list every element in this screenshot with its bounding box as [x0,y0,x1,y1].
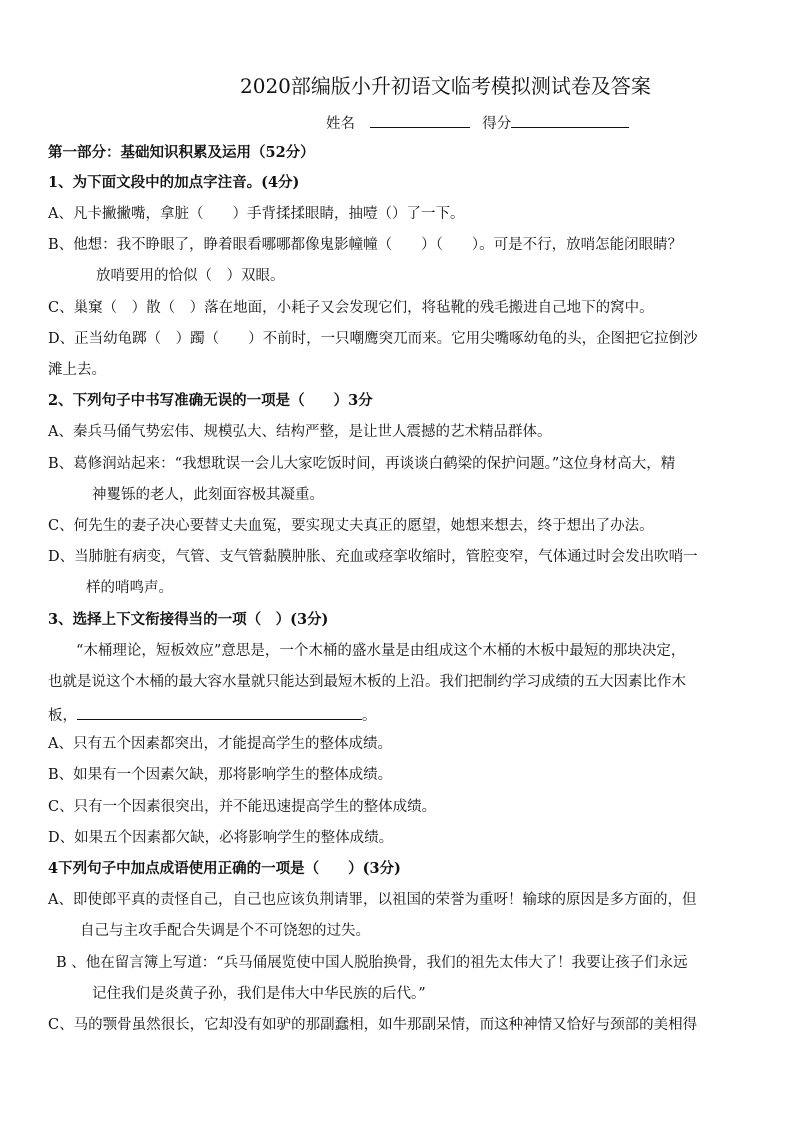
q1-heading: 1、为下面文段中的加点字注音。(4分) [48,174,300,191]
q1-option-d-line2: 滩上去。 [48,362,106,378]
q3-heading: 3、选择上下文衔接得当的一项（ ）(3分) [48,611,329,628]
name-label: 姓名 [326,116,355,132]
q1-option-d-line1: D、正当幼龟踯（ ）躅（ ）不前时，一只嘲鹰突兀而来。它用尖嘴啄幼龟的头，企图把它拉倒沙 [48,331,698,347]
q3-passage-line1: “木桶理论，短板效应”意思是，一个木桶的盛水量是由组成这个木桶的木板中最短的那块决定， [76,643,686,659]
q2-heading: 2、下列句子中书写准确无误的一项是（ ）3分 [48,392,373,409]
q3-option-d: D、如果五个因素都欠缺，必将影响学生的整体成绩。 [48,830,394,846]
q4-option-a-line2: 自己与主攻手配合失调是个不可饶恕的过失。 [80,923,370,939]
q4-option-a-line1: A、即使郎平真的责怪自己，自己也应该负荆请罪，以祖国的荣誉为重呀！输球的原因是多方面的，但 [48,892,697,908]
q3-passage-prefix: 板， [48,708,77,724]
q3-passage-suffix: 。 [362,708,377,724]
q3-answer-blank[interactable] [77,703,362,720]
page-title: 2020部编版小升初语文临考模拟测试卷及答案 [240,74,651,98]
q2-option-b-line2: 神矍铄的老人，此刻面容极其凝重。 [92,487,324,503]
q3-passage-line3 [48,703,377,726]
q1-option-a: A、凡卡撇撇嘴，拿脏（ ）手背揉揉眼睛，抽噎（）了一下。 [48,206,465,222]
q2-option-a: A、秦兵马俑气势宏伟、规模弘大、结构严整，是让世人震撼的艺术精品群体。 [48,424,552,440]
q2-option-b-line1: B、葛修润站起来：“我想耽误一会儿大家吃饭时间，再谈谈白鹤梁的保护问题。”这位身材高大，精 [48,456,676,472]
part1-heading: 第一部分：基础知识积累及运用（52分） [48,144,315,161]
q4-option-b-line1: B 、他在留言簿上写道：“兵马俑展览使中国人脱胎换骨，我们的祖先太伟大了！我要让孩子们永远 [56,955,688,971]
q2-option-c: C、何先生的妻子决心要替丈夫血冤，要实现丈夫真正的愿望，她想来想去，终于想出了办法。 [48,518,654,534]
q3-passage-line2: 也就是说这个木桶的最大容水量就只能达到最短木板的上沿。我们把制约学习成绩的五大因素比作木 [48,674,686,690]
score-label: 得分 [482,116,512,132]
q3-option-a: A、只有五个因素都突出，才能提高学生的整体成绩。 [48,736,392,752]
q1-option-b-line1: B、他想：我不睁眼了，睁着眼看哪哪都像鬼影幢幢（ ）（ ）。可是不行，放哨怎能闭眼睛？ [48,237,683,253]
q4-option-b-line2: 记住我们是炎黄子孙，我们是伟大中华民族的后代。” [92,986,426,1002]
q2-option-d-line2: 样的哨鸣声。 [86,580,173,596]
q1-option-c: C、巢窠（ ）散（ ）落在地面，小耗子又会发现它们，将毡靴的残毛搬进自己地下的窝中。 [48,300,654,316]
q4-heading: 4下列句子中加点成语使用正确的一项是（ ）(3分) [48,860,401,877]
q3-option-c: C、只有一个因素很突出，并不能迅速提高学生的整体成绩。 [48,799,437,815]
q1-option-b-line2: 放哨要用的恰似（ ）双眼。 [96,268,285,284]
q4-option-c-line1: C、马的颚骨虽然很长，它却没有如驴的那副蠢相，如牛那副呆情，而这种神情又恰好与颈部的美相得 [48,1017,698,1033]
name-blank[interactable] [370,111,470,128]
q3-option-b: B、如果有一个因素欠缺，那将影响学生的整体成绩。 [48,767,393,783]
name-score-row [326,111,629,134]
q2-option-d-line1: D、当肺脏有病变，气管、支气管黏膜肿胀、充血或痉挛收缩时，管腔变窄，气体通过时会发出吹哨一 [48,549,698,565]
score-blank[interactable] [511,111,629,128]
